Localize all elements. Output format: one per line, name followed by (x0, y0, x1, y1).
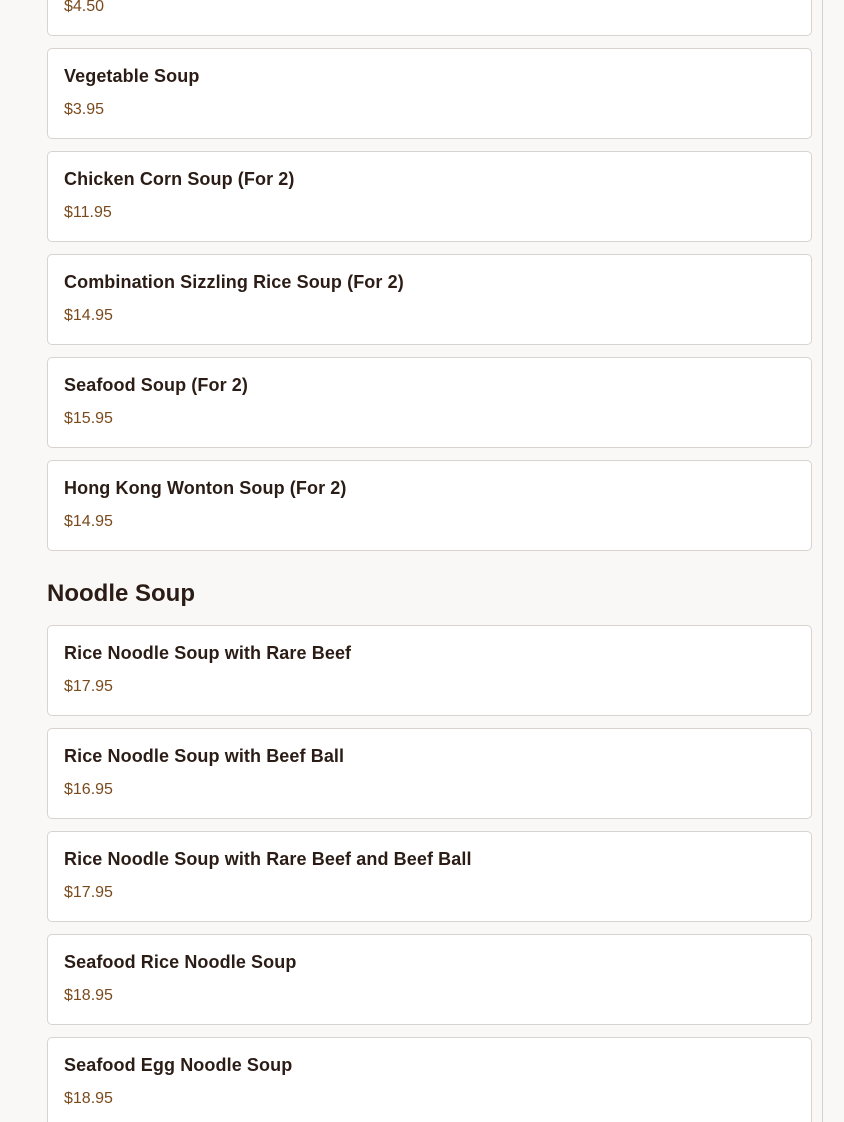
menu-item-card[interactable] (47, 728, 812, 819)
menu-item-card[interactable] (47, 831, 812, 922)
menu-item-price: $15.95 (64, 410, 113, 427)
menu-list (47, 0, 812, 1122)
menu-item-card[interactable] (47, 934, 812, 1025)
menu-item-price: $14.95 (64, 513, 113, 530)
menu-item-name: Seafood Rice Noodle Soup (64, 952, 297, 972)
menu-item-card[interactable] (47, 625, 812, 716)
menu-item-price: $17.95 (64, 678, 113, 695)
menu-item-name: Rice Noodle Soup with Beef Ball (64, 746, 345, 766)
menu-item-name: Seafood Egg Noodle Soup (64, 1055, 293, 1075)
menu-item-name: Chicken Corn Soup (For 2) (64, 169, 295, 189)
menu-item-name: Rice Noodle Soup with Rare Beef (64, 643, 352, 663)
menu-item-name: Hong Kong Wonton Soup (For 2) (64, 478, 347, 498)
menu-item-price: $3.95 (64, 101, 105, 118)
menu-item-card[interactable] (47, 151, 812, 242)
menu-item-name: Vegetable Soup (64, 66, 200, 86)
menu-item-price: $17.95 (64, 884, 113, 901)
menu-item-card[interactable] (47, 0, 812, 36)
section-title-noodle-soup: Noodle Soup (47, 580, 195, 607)
menu-item-card[interactable] (47, 1037, 812, 1122)
menu-item-price: $4.50 (64, 0, 105, 15)
menu-item-price: $18.95 (64, 987, 113, 1004)
menu-item-card[interactable] (47, 460, 812, 551)
menu-item-price: $16.95 (64, 781, 113, 798)
menu-item-card[interactable] (47, 254, 812, 345)
menu-item-price: $18.95 (64, 1090, 113, 1107)
menu-item-card[interactable] (47, 357, 812, 448)
menu-item-price: $11.95 (64, 204, 112, 221)
menu-item-name: Combination Sizzling Rice Soup (For 2) (64, 272, 404, 292)
menu-item-name: Seafood Soup (For 2) (64, 375, 248, 395)
page-edge-divider (822, 0, 823, 1122)
menu-item-price: $14.95 (64, 307, 113, 324)
menu-item-card[interactable] (47, 48, 812, 139)
menu-item-name: Rice Noodle Soup with Rare Beef and Beef Ball (64, 849, 472, 869)
